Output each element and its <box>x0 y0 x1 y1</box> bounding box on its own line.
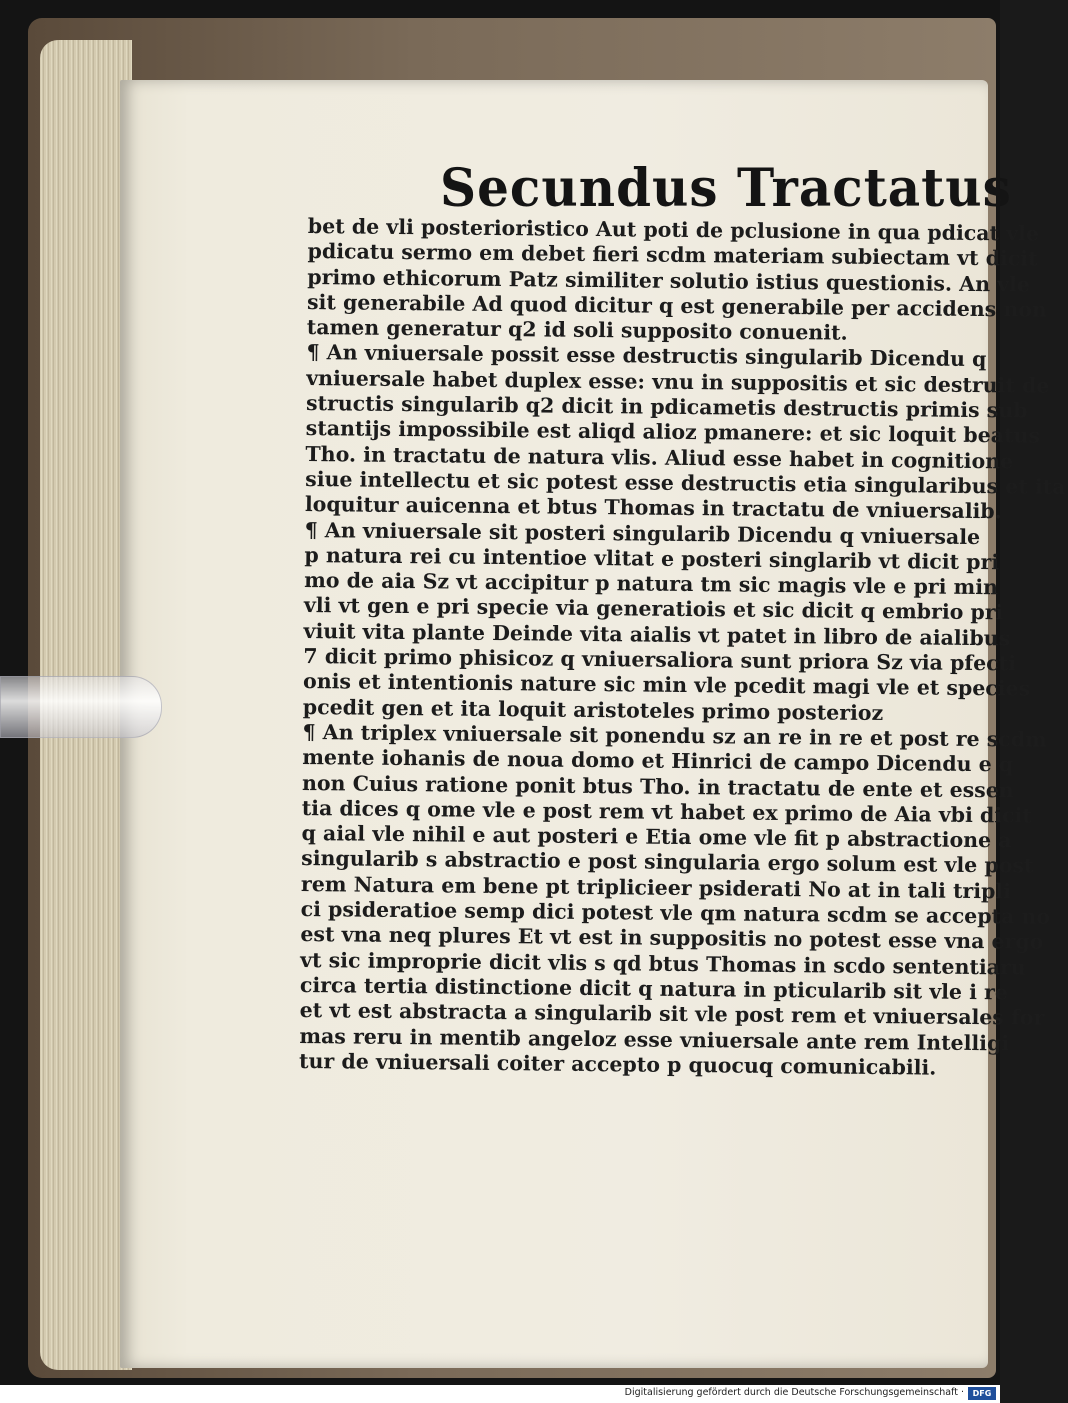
text-line: Tho. in tractatu de natura vlis. Aliud esse habet in cognitione <box>305 441 1014 474</box>
text-line: p natura rei cu intentioe vlitat e posteri singlarib vt dicit pri <box>304 542 1000 575</box>
text-line: tia dices q ome vle e post rem vt habet ex primo de Aia vbi dicit <box>301 795 1032 828</box>
text-line: tamen generatur q2 id soli supposito conuenit. <box>306 315 848 345</box>
text-line: et vt est abstracta a singularib sit vle post rem et vniuersales for <box>299 998 1045 1030</box>
text-line: onis et intentionis nature sic min vle pcedit magi vle et species <box>302 669 1031 701</box>
text-line: viuit vita plante Deinde vita aialis vt patet in libro de aialibus <box>303 618 1011 651</box>
text-line: singularib s abstractio e post singularia ergo solum est vle post <box>301 846 1034 879</box>
text-line: mo de aia Sz vt accipitur p natura tm sic magis vle e pri min <box>304 568 999 600</box>
text-line: pcedit gen et ita loquit aristoteles primo posterioz <box>302 694 884 725</box>
text-line: stantijs impossibile est aliqd alioz pmanere: et sic loquit beatus <box>305 416 1041 449</box>
credit-bar <box>0 1385 1000 1403</box>
page-heading: Secundus Tractatus <box>440 156 1012 219</box>
text-line: ¶ An vniuersale possit esse destructis singularib Dicendu q <box>306 340 987 372</box>
text-line: primo ethicorum Patz similiter solutio istius questionis. An vle <box>307 264 1031 297</box>
text-line: vt sic improprie dicit vlis s qd btus Thomas in scdo sententiaru <box>300 947 1026 980</box>
text-line: circa tertia distinctione dicit q natura in pticularib sit vle i re <box>299 972 1009 1005</box>
text-line: ci psideratioe semp dici potest vle qm natura scdm se accepta no <box>300 896 1051 929</box>
text-line: siue intellectu et sic potest esse destructis etia singularibus et ita <box>305 466 1066 499</box>
text-line: mente iohanis de noua domo et Hinrici de campo Dicendu e q <box>302 745 1014 777</box>
text-line: rem Natura em bene pt triplicieer psiderati No at in tali tripli <box>300 871 1012 904</box>
text-line: pdicatu sermo em debet fieri scdm materiam subiectam vt dicit <box>307 239 1038 271</box>
text-line: loquitur auicenna et btus Thomas in tractatu de vniuersalib. <box>304 492 1002 524</box>
text-block <box>299 214 1066 1081</box>
credit-text: Digitalisierung gefördert durch die Deutsche Forschungsgemeinschaft · <box>624 1387 964 1398</box>
text-line: bet de vli posterioristico Aut poti de pclusione in qua pdicat vle <box>307 214 1040 246</box>
text-line: mas reru in mentib angeloz esse vniuersale ante rem Intelligi <box>299 1023 1010 1055</box>
text-line: sit generabile Ad quod dicitur q est generabile per accidens non <box>306 289 1048 322</box>
text-line: ¶ An vniuersale sit posteri singularib Dicendu q vniuersale <box>304 517 981 549</box>
text-line: vniuersale habet duplex esse: vnu in suppositis et sic destruit de <box>306 365 1050 398</box>
dfg-logo: DFG <box>968 1387 996 1400</box>
text-line: tur de vniuersali coiter accepto p quocuq comunicabili. <box>299 1048 937 1080</box>
page-holder-clip <box>0 676 162 738</box>
text-line: q aial vle nihil e aut posteri e Etia ome vle fit p abstractione a <box>301 821 1012 853</box>
text-line: 7 dicit primo phisicoz q vniuersaliora sunt priora Sz via pfecti <box>303 644 1017 676</box>
text-line: est vna neq plures Et vt est in suppositis no potest esse vna ergo <box>300 922 1044 955</box>
text-line: vli vt gen e pri specie via generatiois et sic dicit q embrio pri <box>303 593 1004 625</box>
text-line: structis singularib q2 dicit in pdicametis destructis primis sub <box>305 391 1028 423</box>
text-line: non Cuius ratione ponit btus Tho. in tractatu de ente et essen <box>301 770 1014 802</box>
text-line: ¶ An triplex vniuersale sit ponendu sz an re in re et post re scdm <box>302 719 1047 752</box>
